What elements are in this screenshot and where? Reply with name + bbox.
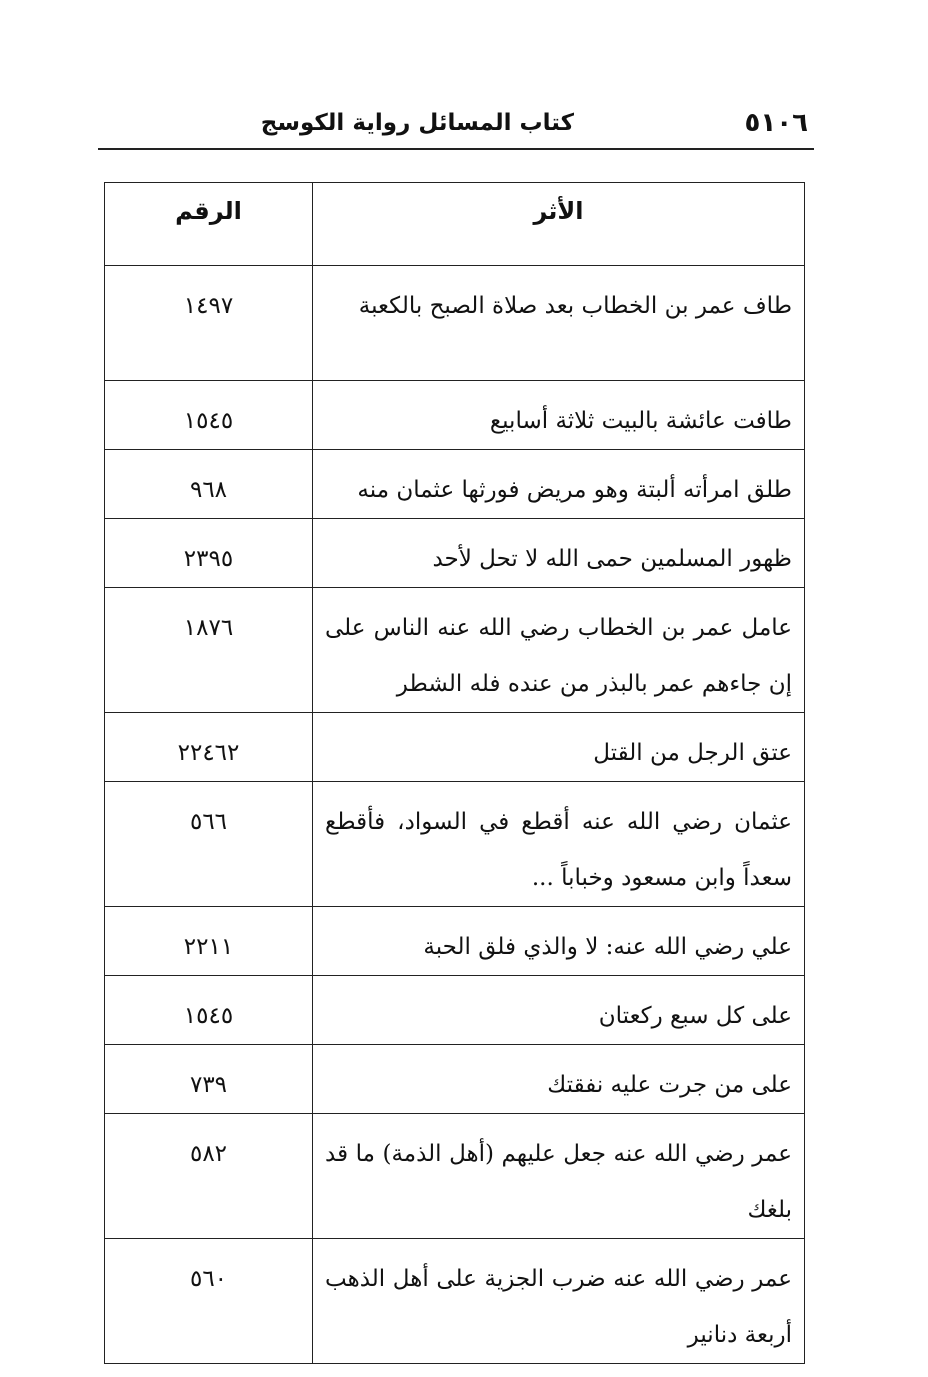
athar-index-table — [104, 182, 805, 1364]
athar-cell: طاف عمر بن الخطاب بعد صلاة الصبح بالكعبة — [313, 266, 805, 381]
table-row — [105, 450, 805, 519]
column-header-number: الرقم — [105, 183, 313, 266]
athar-cell: ظهور المسلمين حمى الله لا تحل لأحد — [313, 519, 805, 588]
page-number: ٥١٠٦ — [744, 108, 808, 138]
table-row — [105, 1239, 805, 1364]
table-row — [105, 266, 805, 381]
table-row — [105, 519, 805, 588]
table-row — [105, 907, 805, 976]
number-cell: ٢٣٩٥ — [105, 519, 313, 588]
number-cell: ١٥٤٥ — [105, 976, 313, 1045]
number-cell: ٥٨٢ — [105, 1114, 313, 1239]
number-cell: ٧٣٩ — [105, 1045, 313, 1114]
athar-cell: عثمان رضي الله عنه أقطع في السواد، فأقطع سعداً وابن مسعود وخباباً ... — [313, 782, 805, 907]
number-cell: ٥٦٠ — [105, 1239, 313, 1364]
athar-cell: على كل سبع ركعتان — [313, 976, 805, 1045]
number-cell: ١٥٤٥ — [105, 381, 313, 450]
page-header — [98, 104, 814, 150]
table-row — [105, 588, 805, 713]
athar-cell: عمر رضي الله عنه جعل عليهم (أهل الذمة) ما قد بلغك — [313, 1114, 805, 1239]
book-title: كتاب المسائل رواية الكوسج — [260, 110, 574, 136]
column-header-athar: الأثر — [313, 183, 805, 266]
number-cell: ٢٢٤٦٢ — [105, 713, 313, 782]
number-cell: ٩٦٨ — [105, 450, 313, 519]
athar-cell: عتق الرجل من القتل — [313, 713, 805, 782]
table-row — [105, 782, 805, 907]
table-row — [105, 713, 805, 782]
athar-cell: طافت عائشة بالبيت ثلاثة أسابيع — [313, 381, 805, 450]
table-row — [105, 381, 805, 450]
athar-cell: عامل عمر بن الخطاب رضي الله عنه الناس على إن جاءهم عمر بالبذر من عنده فله الشطر — [313, 588, 805, 713]
athar-cell: عمر رضي الله عنه ضرب الجزية على أهل الذهب أربعة دنانير — [313, 1239, 805, 1364]
table-row — [105, 1045, 805, 1114]
table-row — [105, 976, 805, 1045]
athar-cell: على من جرت عليه نفقتك — [313, 1045, 805, 1114]
number-cell: ٢٢١١ — [105, 907, 313, 976]
number-cell: ١٤٩٧ — [105, 266, 313, 381]
table-header-row — [105, 183, 805, 266]
number-cell: ٥٦٦ — [105, 782, 313, 907]
number-cell: ١٨٧٦ — [105, 588, 313, 713]
athar-cell: طلق امرأته ألبتة وهو مريض فورثها عثمان منه — [313, 450, 805, 519]
table-row — [105, 1114, 805, 1239]
athar-cell: علي رضي الله عنه: لا والذي فلق الحبة — [313, 907, 805, 976]
